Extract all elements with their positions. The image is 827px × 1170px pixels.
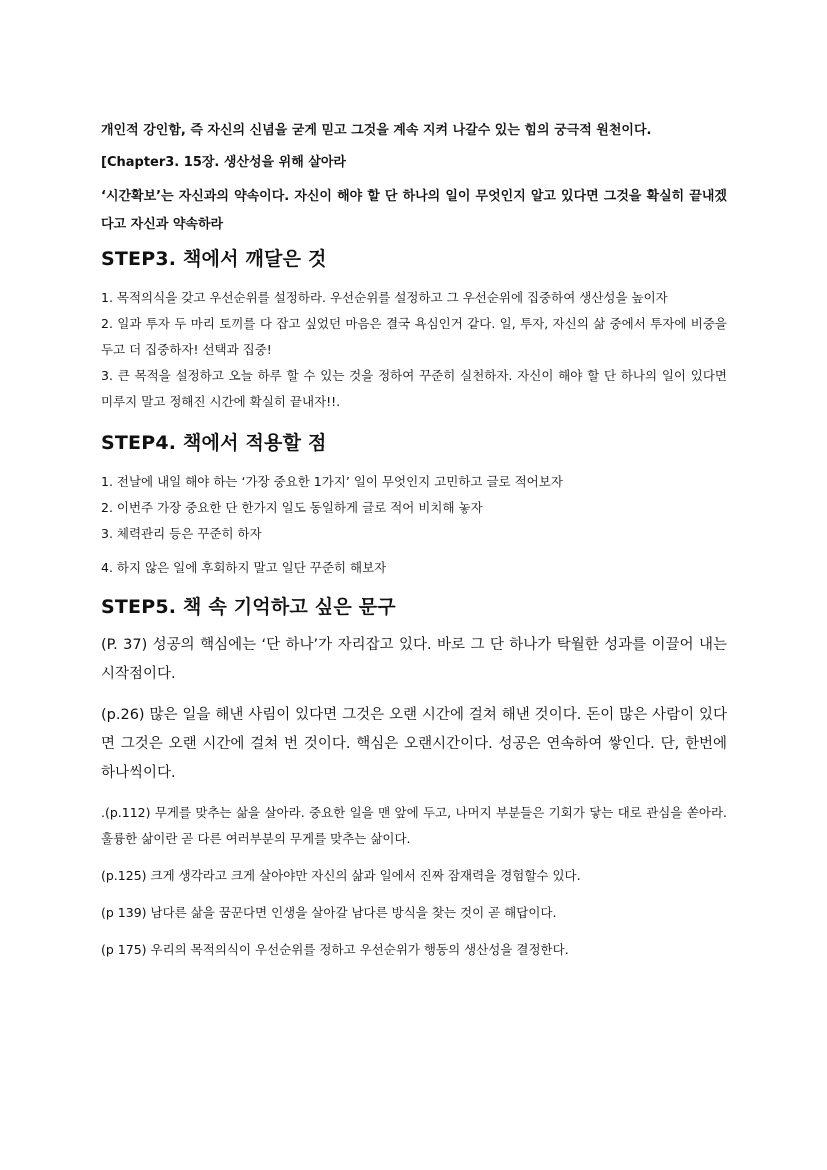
step4-list xyxy=(101,469,727,581)
step4-heading: STEP4. 책에서 적용할 점 xyxy=(101,432,327,454)
list-item: 1. 전날에 내일 해야 하는 ‘가장 중요한 1가지’ 일이 무엇인지 고민하고 글로 적어보자 xyxy=(101,474,563,489)
quote: (p 139) 남다른 삶을 꿈꾼다면 인생을 살아갈 남다른 방식을 찾는 것이 곧 해답이다. xyxy=(101,905,557,920)
quote: .(p.112) 무게를 맞추는 삶을 살아라. 중요한 일을 맨 앞에 두고, 나머지 부분들은 기회가 닿는 대로 관심을 쏟아라. 훌륭한 삶이란 곧 다른 여러부분의 무게를 맞추는 삶이다. xyxy=(101,805,727,846)
list-item: 3. 큰 목적을 설정하고 오늘 하루 할 수 있는 것을 정하여 꾸준히 실천하자. 자신이 해야 할 단 하나의 일이 있다면 미루지 말고 정해진 시간에 확실히 끝내자!!. xyxy=(101,368,727,409)
quote: (p 175) 우리의 목적의식이 우선순위를 정하고 우선순위가 행동의 생산성을 결정한다. xyxy=(101,942,569,957)
page-content xyxy=(101,117,727,974)
quote: (P. 37) 성공의 핵심에는 ‘단 하나’가 자리잡고 있다. 바로 그 단 하나가 탁월한 성과를 이끌어 내는 시작점이다. xyxy=(101,637,727,682)
step3-heading: STEP3. 책에서 깨달은 것 xyxy=(101,248,327,270)
list-item: 2. 일과 투자 두 마리 토끼를 다 잡고 싶었던 마음은 결국 욕심인거 같다. 일, 투자, 자신의 삶 중에서 투자에 비중을 두고 더 집중하자! 선택과 집중! xyxy=(101,316,727,357)
list-item: 3. 체력관리 등은 꾸준히 하자 xyxy=(101,526,262,541)
intro-paragraph-2: ‘시간확보’는 자신과의 약속이다. 자신이 해야 할 단 하나의 일이 무엇인지 알고 있다면 그것을 확실히 끝내겠다고 자신과 약속하라 xyxy=(101,189,727,232)
step5-heading: STEP5. 책 속 기억하고 싶은 문구 xyxy=(101,596,396,618)
intro-paragraph: 개인적 강인함, 즉 자신의 신념을 굳게 믿고 그것을 계속 지켜 나갈수 있는 힘의 궁극적 원천이다. xyxy=(101,123,652,138)
list-item: 4. 하지 않은 일에 후회하지 말고 일단 꾸준히 해보자 xyxy=(101,560,387,575)
chapter-heading: [Chapter3. 15장. 생산성을 위해 살아라 xyxy=(101,155,346,170)
step3-list xyxy=(101,285,727,415)
list-item: 2. 이번주 가장 중요한 단 한가지 일도 동일하게 글로 적어 비치해 놓자 xyxy=(101,500,483,515)
step5-quotes xyxy=(101,631,727,963)
quote: (p.26) 많은 일을 해낸 사림이 있다면 그것은 오랜 시간에 걸쳐 해낸 것이다. 돈이 많은 사람이 있다면 그것은 오랜 시간에 걸쳐 번 것이다. 핵심은 오랜시간이다. 성공은 연속하여 쌓인다. 단, 한번에 하나씩이다. xyxy=(101,707,727,781)
quote: (p.125) 크게 생각라고 크게 살아야만 자신의 삶과 일에서 진짜 잠재력을 경험할수 있다. xyxy=(101,868,581,883)
list-item: 1. 목적의식을 갖고 우선순위를 설정하라. 우선순위를 설정하고 그 우선순위에 집중하여 생산성을 높이자 xyxy=(101,290,668,305)
